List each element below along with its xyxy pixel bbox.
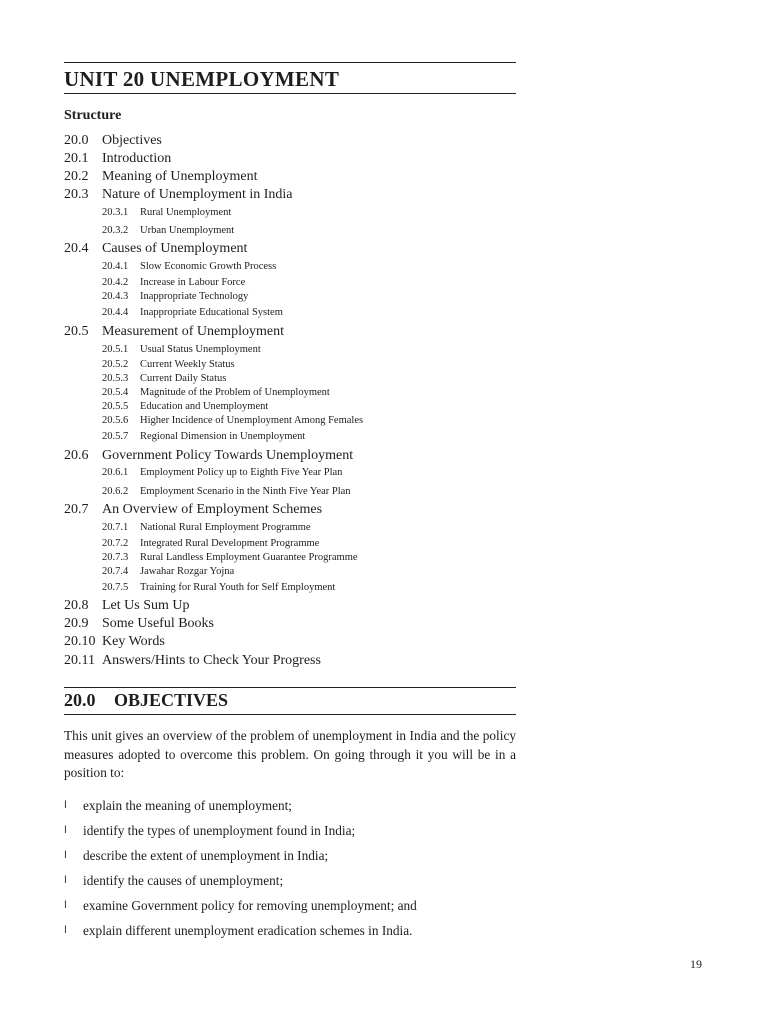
toc-number: 20.4.2 [102, 277, 129, 288]
toc-label: Slow Economic Growth Process [140, 261, 277, 272]
toc-label: Nature of Unemployment in India [102, 187, 293, 202]
toc-number: 20.7.5 [102, 582, 129, 593]
bullet-marker: l [64, 875, 67, 886]
toc-number: 20.0 [64, 133, 89, 148]
toc-label: Employment Policy up to Eighth Five Year Plan [140, 467, 343, 478]
toc-number: 20.2 [64, 169, 89, 184]
toc-label: Causes of Unemployment [102, 241, 248, 256]
toc-number: 20.1 [64, 151, 89, 166]
toc-label: Jawahar Rozgar Yojna [140, 566, 235, 577]
objectives-paragraph: This unit gives an overview of the problem of unemployment in India and the policy measures adopted to overcome this problem. On going through it you will be in a position to: [64, 728, 516, 780]
page-number: 19 [690, 957, 702, 971]
toc-number: 20.3.1 [102, 207, 129, 218]
toc-number: 20.3.2 [102, 225, 129, 236]
toc-label: Training for Rural Youth for Self Employment [140, 582, 336, 593]
toc-number: 20.4.3 [102, 291, 129, 302]
toc-label: Regional Dimension in Unemployment [140, 431, 306, 442]
objective-text: examine Government policy for removing unemployment; and [83, 898, 417, 913]
toc-number: 20.5 [64, 324, 89, 339]
toc-number: 20.5.2 [102, 359, 129, 370]
toc-label: Employment Scenario in the Ninth Five Year Plan [140, 486, 351, 497]
objective-text: explain the meaning of unemployment; [83, 798, 293, 813]
toc-label: Integrated Rural Development Programme [140, 538, 320, 549]
toc-number: 20.3 [64, 187, 89, 202]
toc-number: 20.6.2 [102, 486, 129, 497]
toc-number: 20.4.4 [102, 307, 129, 318]
bullet-marker: l [64, 850, 67, 861]
toc-number: 20.5.4 [102, 387, 129, 398]
bullet-marker: l [64, 925, 67, 936]
toc-label: Urban Unemployment [140, 225, 235, 236]
structure-heading: Structure [64, 108, 122, 123]
toc-number: 20.4.1 [102, 261, 129, 272]
toc-number: 20.5.6 [102, 415, 129, 426]
toc-number: 20.7.1 [102, 522, 129, 533]
toc-label: Education and Unemployment [140, 401, 269, 412]
toc-label: Government Policy Towards Unemployment [102, 448, 354, 463]
toc-label: National Rural Employment Programme [140, 522, 311, 533]
toc-label: Meaning of Unemployment [102, 169, 258, 184]
toc-label: Higher Incidence of Unemployment Among Females [140, 415, 364, 426]
toc-label: Current Daily Status [140, 373, 227, 384]
toc-number: 20.6.1 [102, 467, 129, 478]
toc-number: 20.7.2 [102, 538, 129, 549]
objectives-heading-label: OBJECTIVES [114, 690, 229, 710]
toc-label: An Overview of Employment Schemes [102, 502, 323, 517]
toc-number: 20.5.1 [102, 344, 129, 355]
objective-text: identify the types of unemployment found in India; [83, 823, 356, 838]
toc-label: Increase in Labour Force [140, 277, 246, 288]
toc-number: 20.10 [64, 634, 96, 649]
toc-number: 20.7.4 [102, 566, 129, 577]
toc-number: 20.7.3 [102, 552, 129, 563]
toc-label: Introduction [102, 151, 172, 166]
objective-text: identify the causes of unemployment; [83, 873, 284, 888]
toc-label: Rural Unemployment [140, 207, 232, 218]
toc-number: 20.6 [64, 448, 89, 463]
toc-number: 20.11 [64, 653, 95, 668]
toc-label: Measurement of Unemployment [102, 324, 284, 339]
toc-label: Objectives [102, 133, 162, 148]
toc-number: 20.5.5 [102, 401, 129, 412]
toc-number: 20.5.3 [102, 373, 129, 384]
toc-number: 20.7 [64, 502, 89, 517]
toc-label: Let Us Sum Up [102, 598, 190, 613]
toc-label: Magnitude of the Problem of Unemployment [140, 387, 330, 398]
toc-number: 20.5.7 [102, 431, 129, 442]
toc-label: Some Useful Books [102, 616, 214, 631]
toc-label: Key Words [102, 634, 165, 649]
toc-label: Rural Landless Employment Guarantee Programme [140, 552, 358, 563]
objective-text: describe the extent of unemployment in India; [83, 848, 329, 863]
unit-title: UNIT 20 UNEMPLOYMENT [64, 67, 340, 91]
toc-label: Inappropriate Educational System [140, 307, 283, 318]
objectives-heading [64, 690, 228, 711]
objectives-heading-block [64, 687, 516, 715]
unit-title-block [64, 62, 516, 94]
toc-label: Current Weekly Status [140, 359, 235, 370]
bullet-marker: l [64, 800, 67, 811]
objective-text: explain different unemployment eradication schemes in India. [83, 923, 413, 938]
bullet-marker: l [64, 900, 67, 911]
toc-number: 20.9 [64, 616, 89, 631]
toc-label: Inappropriate Technology [140, 291, 249, 302]
toc-label: Usual Status Unemployment [140, 344, 261, 355]
toc-label: Answers/Hints to Check Your Progress [102, 653, 321, 668]
toc-number: 20.4 [64, 241, 89, 256]
toc-number: 20.8 [64, 598, 89, 613]
bullet-marker: l [64, 825, 67, 836]
objectives-heading-number: 20.0 [64, 690, 96, 710]
